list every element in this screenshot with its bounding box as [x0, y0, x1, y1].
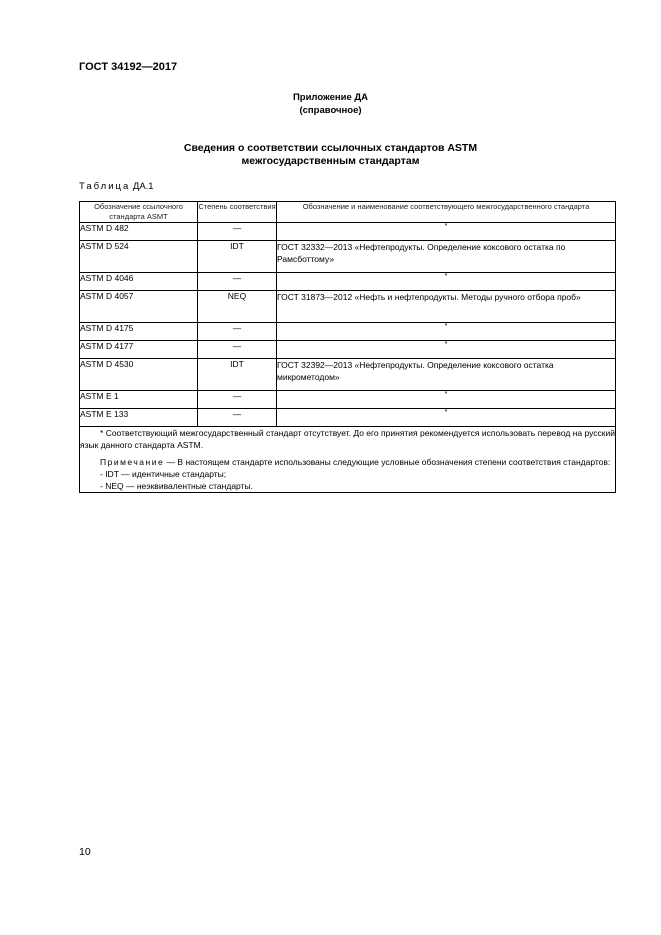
- cell-national: *: [277, 341, 616, 359]
- note-item-idt: - IDT — идентичные стандарты;: [100, 469, 227, 479]
- note-text: — В настоящем стандарте использованы следующие условные обозначения степени соответствия стандартов:: [164, 457, 611, 467]
- cell-ref: ASTM D 524: [80, 241, 198, 273]
- table-footer: [80, 427, 616, 493]
- cell-degree: —: [198, 409, 277, 427]
- header-ref-standard: Обозначение ссылочного стандарта ASMT: [80, 202, 198, 223]
- table-row: [80, 323, 616, 341]
- table-label-prefix: Таблица: [79, 181, 131, 192]
- table-label-number: ДА.1: [132, 181, 154, 192]
- header-degree: Степень соответствия: [198, 202, 277, 223]
- cell-degree: —: [198, 323, 277, 341]
- cell-ref: ASTM D 4046: [80, 273, 198, 291]
- cell-national: ГОСТ 32332—2013 «Нефтепродукты. Определение коксового остатка по Рамсботтому»: [277, 241, 616, 273]
- table-row: [80, 409, 616, 427]
- note-lead: Примечание: [100, 457, 165, 467]
- page-number: 10: [79, 846, 91, 858]
- cell-degree: IDT: [198, 241, 277, 273]
- cell-ref: ASTM D 4530: [80, 359, 198, 391]
- table-row: [80, 223, 616, 241]
- cell-ref: ASTM D 4175: [80, 323, 198, 341]
- table-row: [80, 291, 616, 323]
- note: [80, 456, 615, 468]
- cell-national: ГОСТ 32392—2013 «Нефтепродукты. Определение коксового остатка микрометодом»: [277, 359, 616, 391]
- cell-degree: —: [198, 223, 277, 241]
- cell-national: *: [277, 323, 616, 341]
- section-title-line-2: межгосударственным стандартам: [241, 155, 420, 167]
- table-footer-row: [80, 427, 616, 493]
- cell-national: *: [277, 409, 616, 427]
- table-label: [79, 181, 154, 192]
- cell-degree: —: [198, 391, 277, 409]
- cell-ref: ASTM E 1: [80, 391, 198, 409]
- cell-degree: —: [198, 273, 277, 291]
- cell-national: *: [277, 273, 616, 291]
- standards-table: [79, 201, 616, 493]
- cell-degree: NEQ: [198, 291, 277, 323]
- cell-ref: ASTM D 482: [80, 223, 198, 241]
- section-title: [0, 142, 661, 168]
- table-row: [80, 341, 616, 359]
- section-title-line-1: Сведения о соответствии ссылочных стандартов ASTM: [183, 142, 478, 154]
- cell-degree: —: [198, 341, 277, 359]
- document-id: ГОСТ 34192—2017: [79, 61, 178, 73]
- table-row: [80, 359, 616, 391]
- table-header-row: [80, 202, 616, 223]
- cell-ref: ASTM D 4057: [80, 291, 198, 323]
- table-row: [80, 273, 616, 291]
- annex-title: Приложение ДА: [292, 92, 369, 103]
- cell-national: *: [277, 223, 616, 241]
- table-row: [80, 391, 616, 409]
- table-row: [80, 241, 616, 273]
- cell-ref: ASTM E 133: [80, 409, 198, 427]
- footnote: * Соответствующий межгосударственный стандарт отсутствует. До его принятия рекомендуется использовать перевод на русский язык данного стандарта ASTM.: [80, 428, 615, 450]
- cell-degree: IDT: [198, 359, 277, 391]
- annex-heading: [0, 91, 661, 117]
- annex-subtitle: (справочное): [299, 105, 362, 116]
- cell-national: ГОСТ 31873—2012 «Нефть и нефтепродукты. Методы ручного отбора проб»: [277, 291, 616, 323]
- cell-national: *: [277, 391, 616, 409]
- cell-ref: ASTM D 4177: [80, 341, 198, 359]
- header-national-standard: Обозначение и наименование соответствующего межгосударственного стандарта: [277, 202, 616, 223]
- note-item-neq: - NEQ — неэквивалентные стандарты.: [100, 481, 253, 491]
